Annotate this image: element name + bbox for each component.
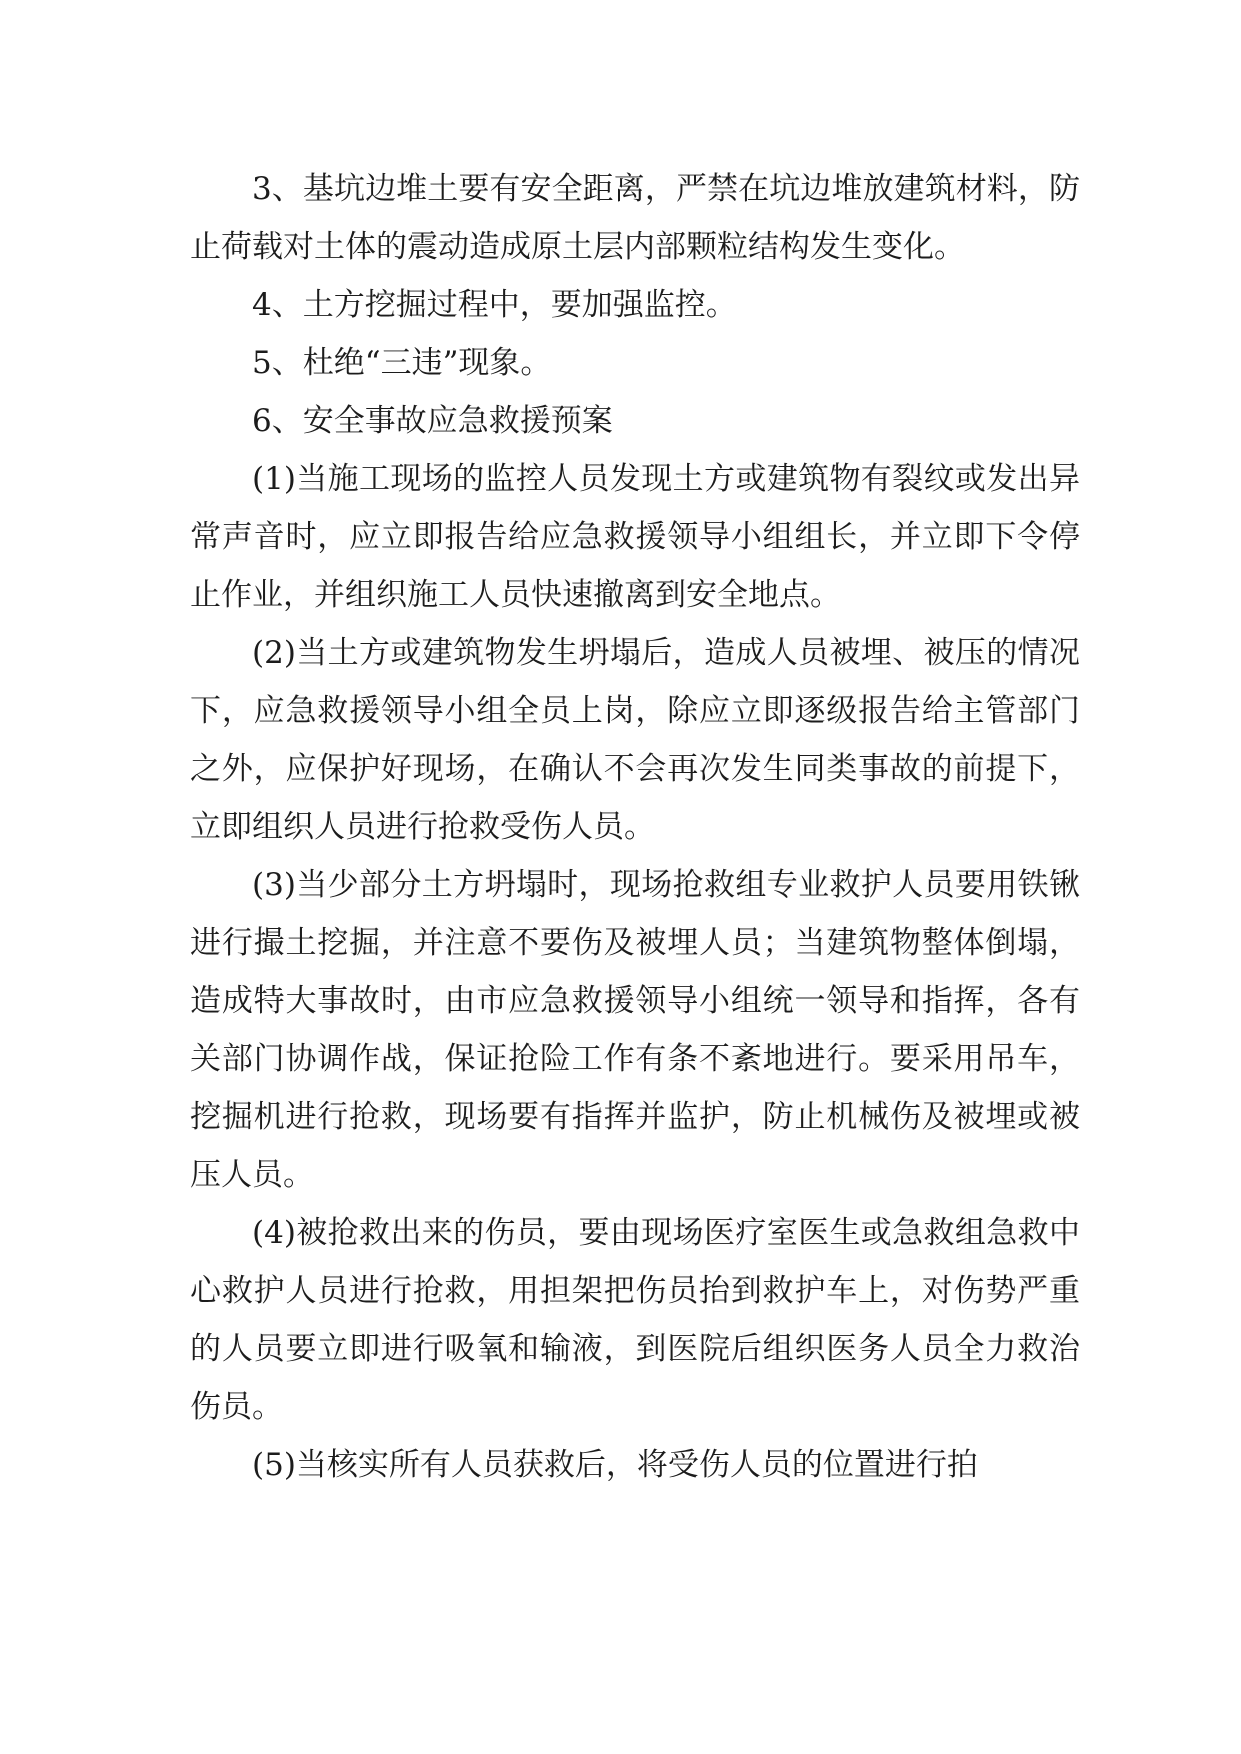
paragraph-subitem-4: (4)被抢救出来的伤员，要由现场医疗室医生或急救组急救中心救护人员进行抢救，用担架把伤员抬到救护车上，对伤势严重的人员要立即进行吸氧和输液，到医院后组织医务人员全力救治伤员。 bbox=[190, 1215, 1080, 1425]
paragraph-item-4: 4、土方挖掘过程中，要加强监控。 bbox=[252, 287, 737, 323]
paragraph-item-5: 5、杜绝“三违”现象。 bbox=[252, 345, 552, 381]
paragraph-item-3: 3、基坑边堆土要有安全距离，严禁在坑边堆放建筑材料，防止荷载对土体的震动造成原土层内部颗粒结构发生变化。 bbox=[190, 171, 1080, 265]
paragraph-subitem-2: (2)当土方或建筑物发生坍塌后，造成人员被埋、被压的情况下，应急救援领导小组全员上岗，除应立即逐级报告给主管部门之外，应保护好现场，在确认不会再次发生同类事故的前提下，立即组织人员进行抢救受伤人员。 bbox=[190, 635, 1080, 845]
paragraph-subitem-5: (5)当核实所有人员获救后，将受伤人员的位置进行拍 bbox=[252, 1447, 978, 1483]
document-page bbox=[190, 160, 1080, 1494]
paragraph-item-6-heading: 6、安全事故应急救援预案 bbox=[252, 403, 613, 439]
paragraph-subitem-3: (3)当少部分土方坍塌时，现场抢救组专业救护人员要用铁锹进行撮土挖掘，并注意不要伤及被埋人员；当建筑物整体倒塌，造成特大事故时，由市应急救援领导小组统一领导和指挥，各有关部门协调作战，保证抢险工作有条不紊地进行。要采用吊车，挖掘机进行抢救，现场要有指挥并监护，防止机械伤及被埋或被压人员。 bbox=[190, 867, 1080, 1193]
paragraph-subitem-1: (1)当施工现场的监控人员发现土方或建筑物有裂纹或发出异常声音时，应立即报告给应急救援领导小组组长，并立即下令停止作业，并组织施工人员快速撤离到安全地点。 bbox=[190, 461, 1080, 613]
